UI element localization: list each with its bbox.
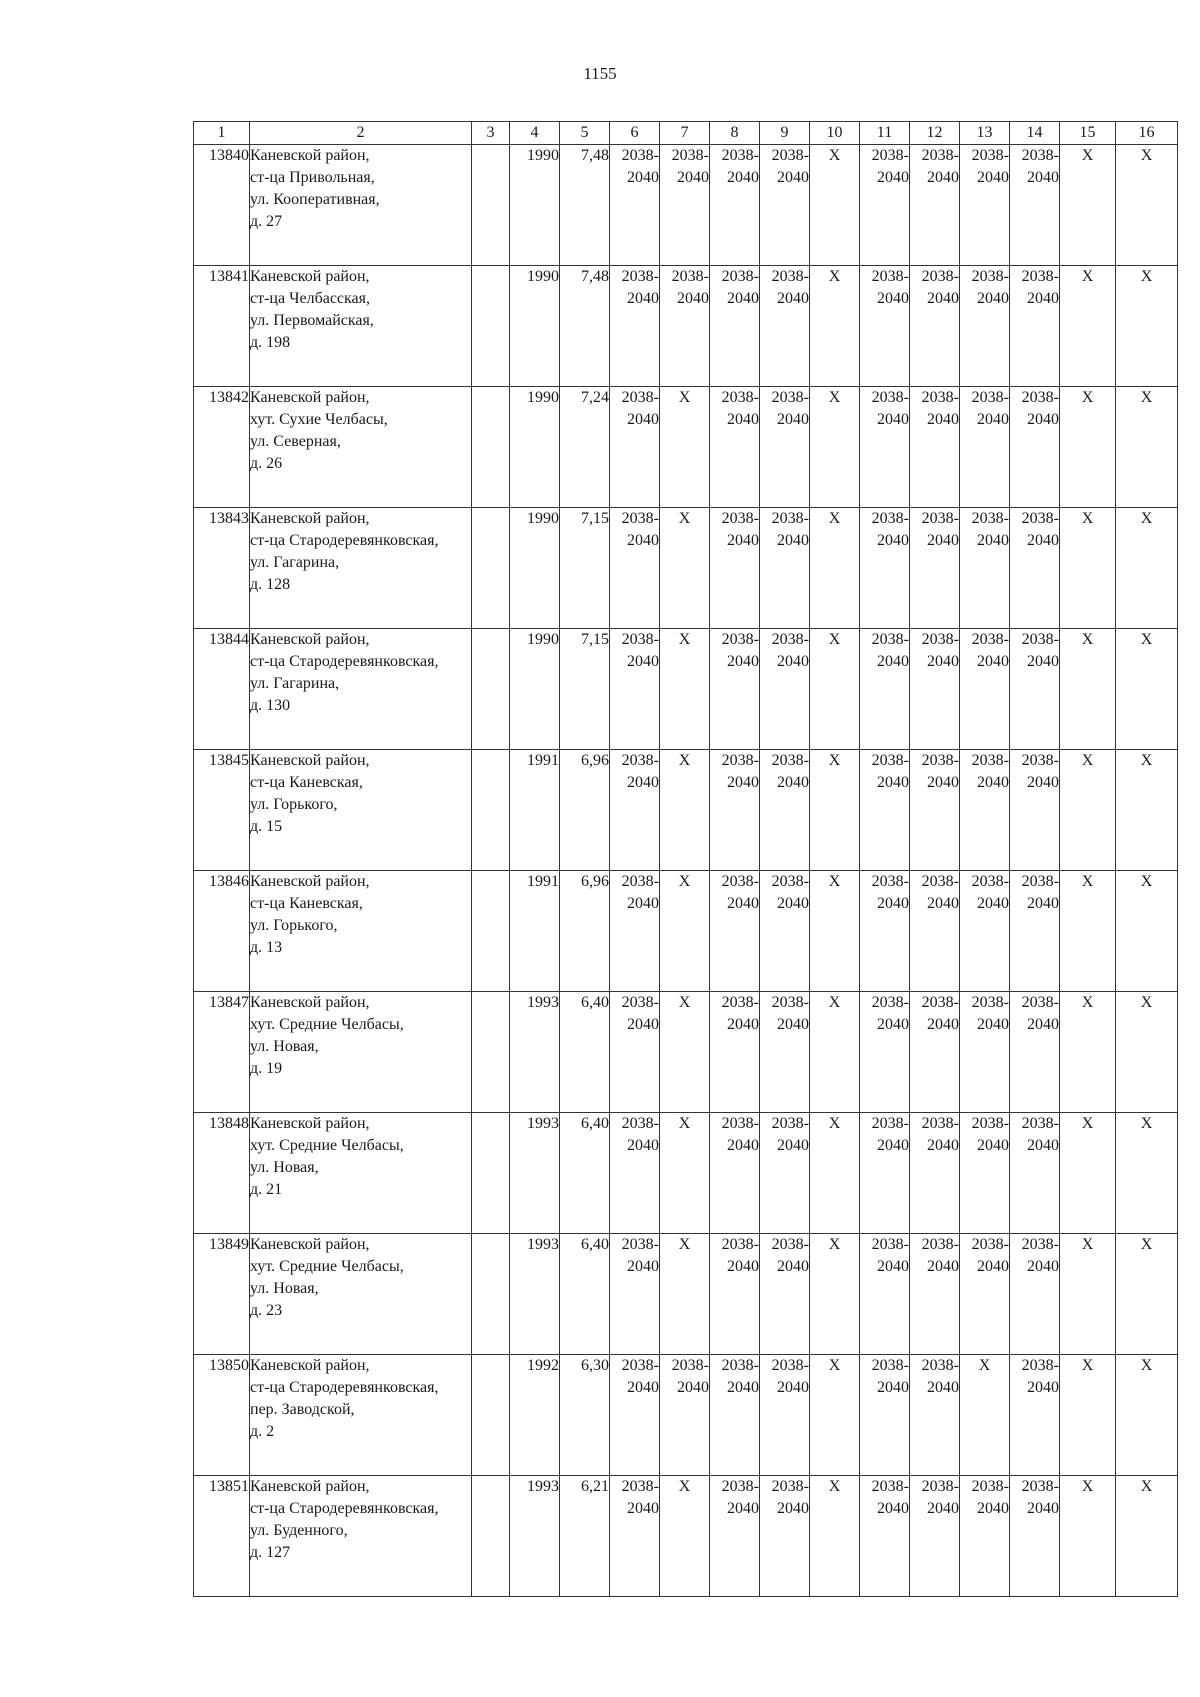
col3-cell	[472, 145, 510, 266]
period-cell: 2038- 2040	[860, 750, 910, 871]
column-header-11: 11	[860, 122, 910, 145]
period-cell: 2038- 2040	[910, 387, 960, 508]
table-row	[194, 387, 1178, 508]
mark-cell: Х	[1060, 1234, 1116, 1355]
period-cell: 2038- 2040	[760, 1113, 810, 1234]
table-row	[194, 750, 1178, 871]
col3-cell	[472, 1234, 510, 1355]
address-cell: Каневской район, ст-ца Каневская, ул. Горького, д. 15	[250, 750, 472, 871]
period-cell: 2038- 2040	[960, 992, 1010, 1113]
period-cell: 2038- 2040	[660, 145, 710, 266]
table-row	[194, 1234, 1178, 1355]
year-cell: 1990	[510, 266, 560, 387]
period-cell: 2038- 2040	[1010, 871, 1060, 992]
value-cell: 6,40	[560, 992, 610, 1113]
mark-cell: Х	[1116, 1476, 1178, 1597]
column-header-12: 12	[910, 122, 960, 145]
year-cell: 1993	[510, 1113, 560, 1234]
row-number: 13851	[194, 1476, 250, 1597]
registry-table	[193, 121, 1178, 1597]
col3-cell	[472, 266, 510, 387]
period-cell: Х	[810, 871, 860, 992]
period-cell: 2038- 2040	[910, 266, 960, 387]
period-cell: 2038- 2040	[960, 508, 1010, 629]
address-cell: Каневской район, ст-ца Привольная, ул. Кооперативная, д. 27	[250, 145, 472, 266]
value-cell: 7,48	[560, 145, 610, 266]
period-cell: 2038- 2040	[1010, 1476, 1060, 1597]
period-cell: 2038- 2040	[1010, 750, 1060, 871]
period-cell: 2038- 2040	[610, 992, 660, 1113]
year-cell: 1991	[510, 750, 560, 871]
mark-cell: Х	[1116, 145, 1178, 266]
period-cell: 2038- 2040	[1010, 145, 1060, 266]
period-cell: 2038- 2040	[860, 266, 910, 387]
mark-cell: Х	[1060, 1355, 1116, 1476]
period-cell: 2038- 2040	[1010, 992, 1060, 1113]
period-cell: 2038- 2040	[760, 266, 810, 387]
period-cell: Х	[810, 1476, 860, 1597]
period-cell: Х	[810, 1113, 860, 1234]
column-header-7: 7	[660, 122, 710, 145]
col3-cell	[472, 992, 510, 1113]
col3-cell	[472, 750, 510, 871]
mark-cell: Х	[1060, 145, 1116, 266]
mark-cell: Х	[1116, 629, 1178, 750]
mark-cell: Х	[1116, 992, 1178, 1113]
period-cell: 2038- 2040	[860, 1113, 910, 1234]
col3-cell	[472, 387, 510, 508]
period-cell: 2038- 2040	[610, 1476, 660, 1597]
mark-cell: Х	[1060, 992, 1116, 1113]
value-cell: 7,15	[560, 508, 610, 629]
table-row	[194, 1113, 1178, 1234]
column-header-10: 10	[810, 122, 860, 145]
period-cell: 2038- 2040	[760, 1355, 810, 1476]
period-cell: Х	[660, 508, 710, 629]
period-cell: 2038- 2040	[710, 508, 760, 629]
period-cell: 2038- 2040	[760, 145, 810, 266]
period-cell: 2038- 2040	[860, 871, 910, 992]
period-cell: Х	[660, 871, 710, 992]
period-cell: 2038- 2040	[760, 508, 810, 629]
row-number: 13843	[194, 508, 250, 629]
year-cell: 1990	[510, 629, 560, 750]
period-cell: 2038- 2040	[860, 387, 910, 508]
period-cell: 2038- 2040	[960, 266, 1010, 387]
period-cell: Х	[810, 387, 860, 508]
year-cell: 1992	[510, 1355, 560, 1476]
table-row	[194, 629, 1178, 750]
address-cell: Каневской район, ст-ца Стародеревянковская, ул. Гагарина, д. 130	[250, 629, 472, 750]
period-cell: 2038- 2040	[910, 1355, 960, 1476]
row-number: 13850	[194, 1355, 250, 1476]
period-cell: 2038- 2040	[860, 145, 910, 266]
row-number: 13847	[194, 992, 250, 1113]
period-cell: 2038- 2040	[610, 145, 660, 266]
column-header-5: 5	[560, 122, 610, 145]
period-cell: 2038- 2040	[860, 629, 910, 750]
period-cell: 2038- 2040	[610, 1113, 660, 1234]
mark-cell: Х	[1060, 750, 1116, 871]
mark-cell: Х	[1116, 387, 1178, 508]
period-cell: Х	[810, 508, 860, 629]
period-cell: 2038- 2040	[1010, 1355, 1060, 1476]
table-row	[194, 266, 1178, 387]
address-cell: Каневской район, хут. Средние Челбасы, ул. Новая, д. 19	[250, 992, 472, 1113]
column-header-15: 15	[1060, 122, 1116, 145]
period-cell: 2038- 2040	[710, 1355, 760, 1476]
address-cell: Каневской район, хут. Сухие Челбасы, ул. Северная, д. 26	[250, 387, 472, 508]
period-cell: 2038- 2040	[760, 992, 810, 1113]
period-cell: 2038- 2040	[910, 992, 960, 1113]
mark-cell: Х	[1060, 1476, 1116, 1597]
period-cell: Х	[810, 1355, 860, 1476]
period-cell: 2038- 2040	[910, 1113, 960, 1234]
period-cell: 2038- 2040	[910, 871, 960, 992]
row-number: 13845	[194, 750, 250, 871]
period-cell: 2038- 2040	[610, 266, 660, 387]
year-cell: 1990	[510, 508, 560, 629]
period-cell: 2038- 2040	[660, 266, 710, 387]
address-cell: Каневской район, ст-ца Стародеревянковская, ул. Буденного, д. 127	[250, 1476, 472, 1597]
period-cell: 2038- 2040	[610, 387, 660, 508]
period-cell: Х	[660, 1234, 710, 1355]
address-cell: Каневской район, хут. Средние Челбасы, ул. Новая, д. 23	[250, 1234, 472, 1355]
mark-cell: Х	[1060, 266, 1116, 387]
period-cell: 2038- 2040	[860, 508, 910, 629]
address-cell: Каневской район, ст-ца Челбасская, ул. Первомайская, д. 198	[250, 266, 472, 387]
period-cell: 2038- 2040	[960, 387, 1010, 508]
column-header-9: 9	[760, 122, 810, 145]
value-cell: 6,40	[560, 1113, 610, 1234]
period-cell: 2038- 2040	[610, 629, 660, 750]
period-cell: 2038- 2040	[710, 871, 760, 992]
period-cell: 2038- 2040	[960, 1234, 1010, 1355]
period-cell: Х	[660, 992, 710, 1113]
table-row	[194, 1355, 1178, 1476]
row-number: 13841	[194, 266, 250, 387]
table-row	[194, 871, 1178, 992]
value-cell: 6,21	[560, 1476, 610, 1597]
period-cell: Х	[660, 387, 710, 508]
period-cell: 2038- 2040	[860, 1476, 910, 1597]
period-cell: 2038- 2040	[760, 629, 810, 750]
period-cell: Х	[660, 750, 710, 871]
period-cell: 2038- 2040	[960, 871, 1010, 992]
col3-cell	[472, 629, 510, 750]
column-header-8: 8	[710, 122, 760, 145]
year-cell: 1993	[510, 992, 560, 1113]
period-cell: 2038- 2040	[610, 1234, 660, 1355]
period-cell: 2038- 2040	[860, 992, 910, 1113]
period-cell: 2038- 2040	[710, 1113, 760, 1234]
period-cell: Х	[660, 1113, 710, 1234]
row-number: 13848	[194, 1113, 250, 1234]
mark-cell: Х	[1116, 508, 1178, 629]
period-cell: 2038- 2040	[960, 1113, 1010, 1234]
period-cell: Х	[810, 1234, 860, 1355]
page-number: 1155	[583, 64, 617, 83]
table-body	[194, 145, 1178, 1597]
period-cell: 2038- 2040	[1010, 629, 1060, 750]
mark-cell: Х	[1060, 387, 1116, 508]
mark-cell: Х	[1116, 871, 1178, 992]
year-cell: 1990	[510, 387, 560, 508]
value-cell: 7,15	[560, 629, 610, 750]
period-cell: 2038- 2040	[760, 387, 810, 508]
period-cell: 2038- 2040	[1010, 1113, 1060, 1234]
period-cell: 2038- 2040	[910, 1234, 960, 1355]
period-cell: 2038- 2040	[710, 387, 760, 508]
period-cell: 2038- 2040	[660, 1355, 710, 1476]
value-cell: 6,96	[560, 871, 610, 992]
value-cell: 7,48	[560, 266, 610, 387]
column-header-14: 14	[1010, 122, 1060, 145]
mark-cell: Х	[1060, 508, 1116, 629]
year-cell: 1990	[510, 145, 560, 266]
column-header-2: 2	[250, 122, 472, 145]
column-header-16: 16	[1116, 122, 1178, 145]
period-cell: Х	[810, 145, 860, 266]
value-cell: 6,30	[560, 1355, 610, 1476]
period-cell: 2038- 2040	[1010, 387, 1060, 508]
table-row	[194, 1476, 1178, 1597]
period-cell: 2038- 2040	[960, 629, 1010, 750]
period-cell: 2038- 2040	[910, 1476, 960, 1597]
table-row	[194, 145, 1178, 266]
col3-cell	[472, 508, 510, 629]
mark-cell: Х	[1116, 1355, 1178, 1476]
period-cell: Х	[660, 629, 710, 750]
value-cell: 7,24	[560, 387, 610, 508]
col3-cell	[472, 1355, 510, 1476]
period-cell: 2038- 2040	[710, 145, 760, 266]
row-number: 13842	[194, 387, 250, 508]
period-cell: 2038- 2040	[710, 266, 760, 387]
row-number: 13849	[194, 1234, 250, 1355]
period-cell: 2038- 2040	[760, 1476, 810, 1597]
period-cell: 2038- 2040	[910, 750, 960, 871]
mark-cell: Х	[1116, 1113, 1178, 1234]
year-cell: 1993	[510, 1476, 560, 1597]
period-cell: 2038- 2040	[1010, 266, 1060, 387]
period-cell: 2038- 2040	[710, 1476, 760, 1597]
row-number: 13840	[194, 145, 250, 266]
period-cell: Х	[810, 629, 860, 750]
period-cell: 2038- 2040	[910, 145, 960, 266]
period-cell: 2038- 2040	[960, 750, 1010, 871]
value-cell: 6,40	[560, 1234, 610, 1355]
mark-cell: Х	[1116, 1234, 1178, 1355]
column-header-4: 4	[510, 122, 560, 145]
period-cell: Х	[960, 1355, 1010, 1476]
period-cell: 2038- 2040	[610, 750, 660, 871]
column-header-13: 13	[960, 122, 1010, 145]
row-number: 13846	[194, 871, 250, 992]
period-cell: 2038- 2040	[610, 871, 660, 992]
period-cell: 2038- 2040	[760, 750, 810, 871]
period-cell: 2038- 2040	[960, 145, 1010, 266]
address-cell: Каневской район, ст-ца Стародеревянковская, ул. Гагарина, д. 128	[250, 508, 472, 629]
period-cell: 2038- 2040	[610, 508, 660, 629]
column-header-6: 6	[610, 122, 660, 145]
period-cell: Х	[810, 992, 860, 1113]
value-cell: 6,96	[560, 750, 610, 871]
period-cell: 2038- 2040	[860, 1234, 910, 1355]
row-number: 13844	[194, 629, 250, 750]
column-header-3: 3	[472, 122, 510, 145]
period-cell: Х	[810, 266, 860, 387]
address-cell: Каневской район, хут. Средние Челбасы, ул. Новая, д. 21	[250, 1113, 472, 1234]
year-cell: 1993	[510, 1234, 560, 1355]
period-cell: 2038- 2040	[610, 1355, 660, 1476]
period-cell: 2038- 2040	[910, 629, 960, 750]
mark-cell: Х	[1116, 266, 1178, 387]
col3-cell	[472, 1113, 510, 1234]
header-row	[194, 122, 1178, 145]
period-cell: 2038- 2040	[1010, 508, 1060, 629]
period-cell: 2038- 2040	[760, 1234, 810, 1355]
col3-cell	[472, 871, 510, 992]
year-cell: 1991	[510, 871, 560, 992]
mark-cell: Х	[1116, 750, 1178, 871]
period-cell: 2038- 2040	[1010, 1234, 1060, 1355]
period-cell: 2038- 2040	[710, 992, 760, 1113]
period-cell: 2038- 2040	[710, 629, 760, 750]
table-row	[194, 508, 1178, 629]
period-cell: 2038- 2040	[860, 1355, 910, 1476]
column-header-1: 1	[194, 122, 250, 145]
table-row	[194, 992, 1178, 1113]
mark-cell: Х	[1060, 871, 1116, 992]
address-cell: Каневской район, ст-ца Каневская, ул. Горького, д. 13	[250, 871, 472, 992]
mark-cell: Х	[1060, 1113, 1116, 1234]
col3-cell	[472, 1476, 510, 1597]
address-cell: Каневской район, ст-ца Стародеревянковская, пер. Заводской, д. 2	[250, 1355, 472, 1476]
period-cell: Х	[660, 1476, 710, 1597]
period-cell: 2038- 2040	[710, 750, 760, 871]
period-cell: 2038- 2040	[710, 1234, 760, 1355]
period-cell: 2038- 2040	[960, 1476, 1010, 1597]
mark-cell: Х	[1060, 629, 1116, 750]
period-cell: 2038- 2040	[760, 871, 810, 992]
period-cell: Х	[810, 750, 860, 871]
period-cell: 2038- 2040	[910, 508, 960, 629]
